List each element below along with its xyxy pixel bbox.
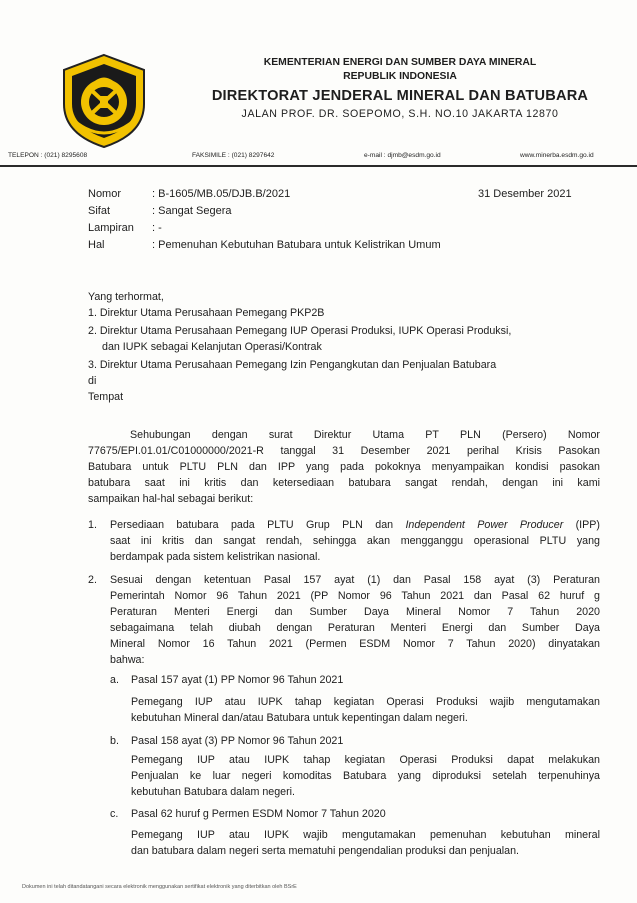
recipient-3: 3. Direktur Utama Perusahaan Pemegang Izin Pengangkutan dan Penjualan Batubara <box>88 359 497 371</box>
point-1-text-end: (IPP) <box>563 519 600 531</box>
point-2-line: Peraturan Menteri Energi dan Sumber Daya Mineral Nomor 7 Tahun 2020 <box>110 606 600 618</box>
sub-a-title: Pasal 157 ayat (1) PP Nomor 96 Tahun 2021 <box>131 674 344 686</box>
e-signature-note: Dokumen ini telah ditandatangani secara elektronik menggunakan sertifikat elektronik yang diterbitkan oleh BSrE <box>22 884 297 890</box>
telepon: TELEPON : (021) 8295608 <box>8 152 88 159</box>
sub-a-line: kebutuhan Mineral dan/atau Batubara untuk kepentingan dalam negeri. <box>131 712 468 724</box>
ministry-logo <box>56 52 152 150</box>
sub-b-line: Pemegang IUP atau IUPK tahap kegiatan Operasi Produksi dapat melakukan <box>131 754 600 766</box>
point-1-text: Persediaan batubara pada PLTU Grup PLN dan <box>110 519 406 531</box>
sub-b-letter: b. <box>110 735 119 747</box>
sifat-label: Sifat <box>88 205 111 217</box>
faksimile: FAKSIMILE : (021) 8297642 <box>192 152 275 159</box>
sifat-value: : Sangat Segera <box>152 205 232 217</box>
point-1-line <box>110 518 600 534</box>
sub-c-line: dan batubara dalam negeri serta mematuhi pengendalian produksi dan penjualan. <box>131 845 519 857</box>
hal-value: : Pemenuhan Kebutuhan Batubara untuk Kelistrikan Umum <box>152 239 441 251</box>
sub-c-letter: c. <box>110 808 119 820</box>
point-2-line: Pemerintah Nomor 96 Tahun 2021 (PP Nomor 96 Tahun 2021 dan Pasal 62 huruf g <box>110 590 600 602</box>
point-2-line: sebagaimana telah diubah dengan Peraturan Menteri Energi dan Sumber Daya <box>110 622 600 634</box>
directorate-name: DIREKTORAT JENDERAL MINERAL DAN BATUBARA <box>211 88 589 104</box>
recipient-1: 1. Direktur Utama Perusahaan Pemegang PKP2B <box>88 307 325 319</box>
recipient-tempat: Tempat <box>88 391 124 403</box>
website-link[interactable]: www.minerba.esdm.go.id <box>520 152 594 159</box>
nomor-label: Nomor <box>88 188 122 200</box>
sub-b-title: Pasal 158 ayat (3) PP Nomor 96 Tahun 2021 <box>131 735 344 747</box>
point-1-number: 1. <box>88 519 97 531</box>
intro-line: Batubara untuk PLTU PLN dan IPP yang pada pokoknya menyampaikan kondisi pasokan <box>88 461 600 473</box>
sub-b-line: kebutuhan Batubara dalam negeri. <box>131 786 295 798</box>
intro-line: batubara saat ini kritis dan ketersediaan batubara sangat rendah, dengan ini kami <box>88 477 600 489</box>
point-2-line: Mineral Nomor 16 Tahun 2021 (Permen ESDM Nomor 7 Tahun 2020) dinyatakan <box>110 638 600 650</box>
point-2-line: bahwa: <box>110 654 145 666</box>
sub-a-letter: a. <box>110 674 119 686</box>
recipient-2-cont: dan IUPK sebagai Kelanjutan Operasi/Kontrak <box>102 341 322 353</box>
letter-date: 31 Desember 2021 <box>478 188 572 200</box>
recipient-di: di <box>88 375 97 387</box>
lampiran-value: : - <box>152 222 162 234</box>
nomor-value: : B-1605/MB.05/DJB.B/2021 <box>152 188 291 200</box>
recipient-2: 2. Direktur Utama Perusahaan Pemegang IUP Operasi Produksi, IUPK Operasi Produksi, <box>88 325 512 337</box>
point-1-line: berdampak pada sistem kelistrikan nasional. <box>110 551 321 563</box>
sub-c-title: Pasal 62 huruf g Permen ESDM Nomor 7 Tahun 2020 <box>131 808 386 820</box>
country-name: REPUBLIK INDONESIA <box>343 71 457 82</box>
point-1-line: saat ini kritis dan sangat rendah, sehingga akan mengganggu operasional PLTU yang <box>110 535 600 547</box>
sub-c-line: Pemegang IUP atau IUPK wajib mengutamakan pemenuhan kebutuhan mineral <box>131 829 600 841</box>
ministry-name: KEMENTERIAN ENERGI DAN SUMBER DAYA MINERAL <box>263 57 537 68</box>
intro-line: sampaikan hal-hal sebagai berikut: <box>88 493 254 505</box>
hal-label: Hal <box>88 239 105 251</box>
point-2-number: 2. <box>88 574 97 586</box>
sub-a-line: Pemegang IUP atau IUPK tahap kegiatan Operasi Produksi wajib mengutamakan <box>131 696 600 708</box>
lampiran-label: Lampiran <box>88 222 134 234</box>
email-link[interactable]: e-mail : djmb@esdm.go.id <box>364 152 441 159</box>
header-rule <box>0 165 637 167</box>
sub-b-line: Penjualan ke luar negeri komoditas Batubara yang diproduksi setelah terpenuhinya <box>131 770 600 782</box>
point-1-italic: Independent Power Producer <box>405 519 564 531</box>
office-address: JALAN PROF. DR. SOEPOMO, S.H. NO.10 JAKARTA 12870 <box>241 108 559 120</box>
intro-line: 77675/EPI.01.01/C01000000/2021-R tanggal 31 Desember 2021 perihal Krisis Pasokan <box>88 445 600 457</box>
greeting: Yang terhormat, <box>88 291 164 303</box>
point-2-line: Sesuai dengan ketentuan Pasal 157 ayat (1) dan Pasal 158 ayat (3) Peraturan <box>110 574 600 586</box>
intro-line: Sehubungan dengan surat Direktur Utama PT PLN (Persero) Nomor <box>130 429 600 441</box>
